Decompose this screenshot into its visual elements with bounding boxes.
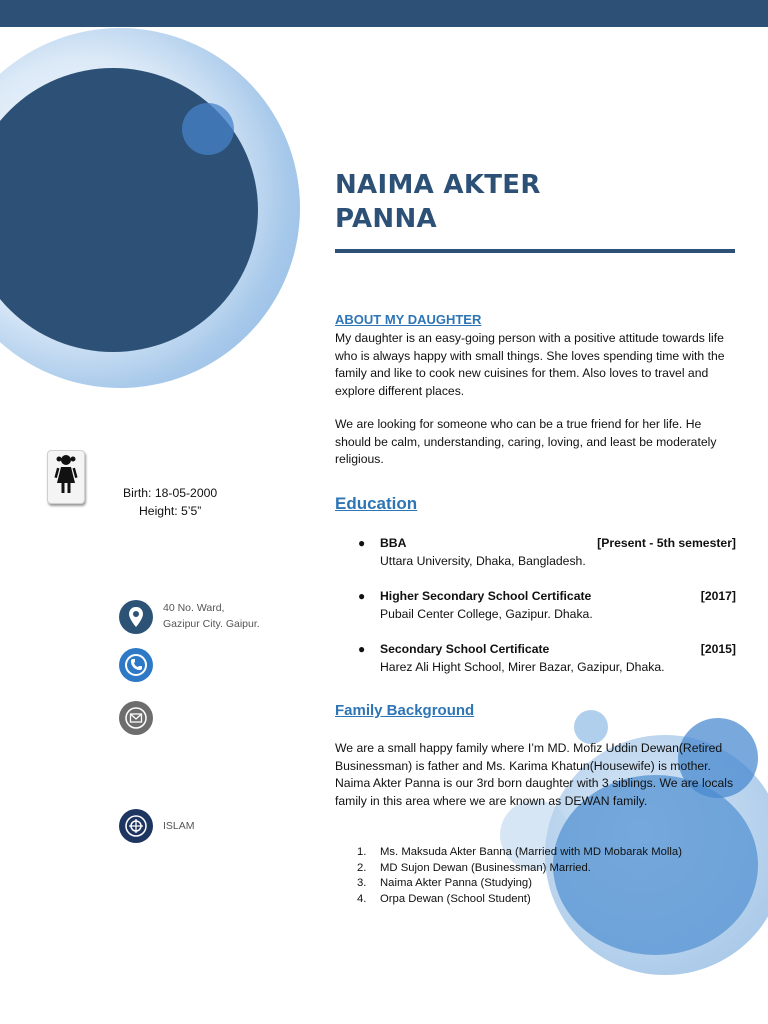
institution: Pubail Center College, Gazipur. Dhaka. <box>380 606 593 621</box>
list-item: 2. MD Sujon Dewan (Businessman) Married. <box>357 861 591 874</box>
education-item <box>358 641 736 676</box>
degree-name: Secondary School Certificate <box>380 642 550 656</box>
about-paragraph-2: We are looking for someone who can be a true friend for her life. He should be calm, understanding, caring, loving, and least be moderately religious. <box>335 417 717 466</box>
girl-icon <box>47 450 85 504</box>
list-item: 3. Naima Akter Panna (Studying) <box>357 877 532 889</box>
family-paragraph: We are a small happy family where I’m MD. Mofiz Uddin Dewan(Retired Businessman) is father and Ms. Karima Khatun(Housewife) is mother. Naima Akter Panna is our 3rd born daughter with 3 siblings. We are locals family in this area where we are known as DEWAN family. <box>335 741 734 808</box>
sibling-list <box>335 845 735 907</box>
degree-period: [Present - 5th semester] <box>597 536 736 550</box>
person-name <box>335 168 735 236</box>
location-icon <box>119 600 153 634</box>
family-heading: Family Background <box>335 702 475 719</box>
institution: Harez Ali Hight School, Mirer Bazar, Gazipur, Dhaka. <box>380 659 665 674</box>
education-item <box>358 588 736 623</box>
top-banner <box>0 0 768 27</box>
decor-bubble <box>574 710 608 744</box>
list-item: 1. Ms. Maksuda Akter Banna (Married with MD Mobarak Molla) <box>357 846 682 858</box>
address: 40 No. Ward, Gazipur City. Gaipur. <box>163 602 260 630</box>
education-heading: Education <box>335 494 418 513</box>
birth-info <box>123 485 217 520</box>
height: Height: 5’5” <box>139 503 202 518</box>
decor-circle-small <box>182 103 234 155</box>
phone-icon <box>119 648 153 682</box>
birth-date: Birth: 18-05-2000 <box>123 486 218 500</box>
degree-name: Higher Secondary School Certificate <box>380 589 592 603</box>
education-item <box>358 535 736 570</box>
about-paragraph-1: My daughter is an easy-going person with a positive attitude towards life who is always happy with small things. She loves spending time with the family and like to cook new cuisines for them. Also loves to travel and explore different places. <box>335 331 725 398</box>
degree-period: [2017] <box>700 589 736 603</box>
bullet-icon: ● <box>358 642 366 656</box>
name-line-1: NAIMA AKTER <box>335 170 541 200</box>
name-divider <box>335 249 735 253</box>
bullet-icon: ● <box>358 589 366 603</box>
list-item: 4. Orpa Dewan (School Student) <box>357 892 531 905</box>
degree-period: [2015] <box>700 642 736 656</box>
religion: ISLAM <box>163 820 195 832</box>
degree-name: BBA <box>380 536 407 550</box>
institution: Uttara University, Dhaka, Bangladesh. <box>380 553 586 568</box>
name-line-2: PANNA <box>335 204 437 234</box>
religion-icon <box>119 809 153 843</box>
bullet-icon: ● <box>358 536 366 550</box>
about-heading: ABOUT MY DAUGHTER <box>335 312 482 327</box>
mail-icon <box>119 701 153 735</box>
